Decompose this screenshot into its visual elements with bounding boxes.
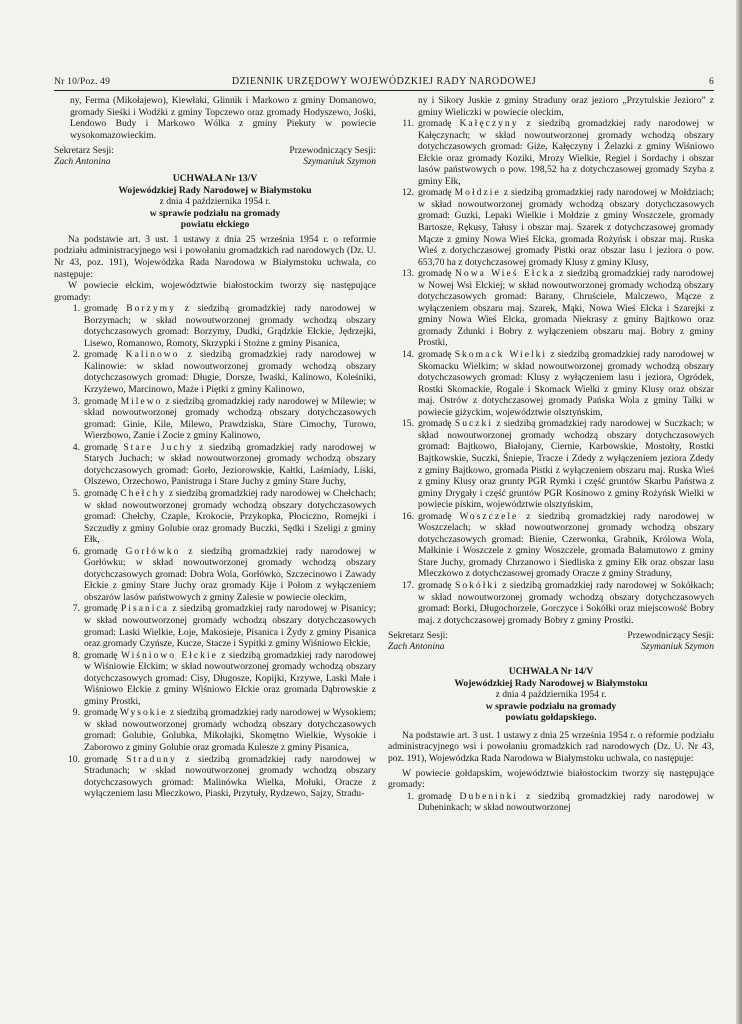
resolution-subject: w sprawie podziału na gromady (149, 207, 281, 219)
gromada-name: Kałęczyny (459, 118, 519, 130)
secretary-name: Zach Antonina (54, 156, 111, 168)
list-item (54, 754, 376, 800)
gromada-name: Wiśniowo Ełckie (120, 649, 218, 661)
gromada-name: Milewo (120, 395, 163, 407)
chairman-name: Szymaniuk Szymon (641, 641, 714, 653)
gromada-name: Stare Juchy (123, 441, 194, 453)
page-edge-shadow (736, 0, 742, 1024)
item-prefix: gromadę (84, 395, 121, 407)
list-item (54, 349, 376, 395)
gromada-name: Woszczele (459, 510, 519, 522)
item-prefix: gromadę (84, 707, 120, 719)
gromada-name: Wysokie (119, 707, 168, 719)
resolution-subject-line2: powiatu gołdapskiego. (505, 712, 597, 724)
gromada-name: Borzymy (126, 303, 176, 315)
item-text: z siedzibą gromadzkiej rady narodowej w Milewie; w skład nowoutworzonej gromady wchodzą obszary dotychczasowych gromad: Ginie, Kile, Milewo, Prawdziska, Stare Cimochy, Turowo, Wierzbowo, Zanie i Zocie z gminy Kalinowo, (84, 395, 376, 442)
item-prefix: gromadę (418, 579, 455, 591)
list-item (54, 488, 376, 546)
item-text: z siedzibą gromadzkiej rady narodowej w Chełchach; w skład nowoutworzonej gromady wchodzą obszary dotychczasowych gromad: Chełchy, Czaple, Krokocie, Przykopka, Płociczno, Romejki i Szczudły z gminy Golubie oraz gromady Buczki, Sędki i Szeligi z gminy Ełk, (84, 487, 376, 546)
item-prefix: gromadę (84, 545, 126, 557)
gromada-name: Skomack Wielki (454, 349, 548, 361)
gromada-name: Mołdzie (454, 187, 501, 199)
gromada-name: Kalinowo (125, 349, 180, 361)
item-text: z siedzibą gromadzkiej rady narodowej w Stradunach; w skład nowoutworzonej gromady wchodzą obszary dotychczasowych gromad: Malinówka Wielka, Mołuki, Oracze z wyłączeniem lasu Mleczkowo, Piaski, Przytuły, Rydzewo, Sajzy, Stradu- (84, 753, 376, 800)
item-text: z siedzibą gromadzkiej rady narodowej w Borzymach; w skład nowoutworzonej gromady wchodzą obszary dotychczasowych gromad: Borzymy, Dudki, Grądzkie Ełckie, Jędrzejki, Lisewo, Romanowo, Romoty, Skrzypki i Stożne z gminy Pisanica, (84, 303, 377, 349)
carry-over-text: ny, Ferma (Mikołajewo), Kiewłaki, Glinnik i Markowo z gminy Domanowo, gromady Sieśki i Wodźki z gminy Topczewo oraz gromady Hodyszewo, Jośki, Lendowo Budy i Markowo Wólka z gminy Piekuty w powiecie wysokomazowieckim. (70, 95, 376, 141)
item-text: z siedzibą gromadzkiej rady narodowej w Skomacku Wielkim; w skład nowoutworzonej gromady wchodzą obszary dotychczasowych gromad: Klusy z wyłączeniem lasu i jeziora, Ogródek, Rostki Skomackie, Rogale i Skomack Wielki z gminy Klusy oraz obszar maj. Ostrów z dotychczasowej gromady Pańska Wola z gminy Talki w powiecie giżyckim, województwie olsztyńskim, (418, 349, 714, 418)
item-number: 14. (402, 349, 414, 361)
resolution-number: UCHWAŁA Nr 14/V (508, 666, 594, 678)
item-prefix: gromadę (418, 790, 460, 802)
list-item (54, 303, 376, 349)
item-number: 8. (72, 649, 80, 661)
secretary-name: Zach Antonina (388, 641, 445, 653)
page-header (54, 76, 714, 90)
item-number: 13. (402, 268, 414, 280)
list-item (388, 791, 714, 814)
item-prefix: gromadę (418, 418, 455, 430)
legal-basis: Na podstawie art. 3 ust. 1 ustawy z dnia 25 września 1954 r. o reformie podziału administracyjnego wsi i powołaniu gromadzkich rad narodowych (Dz. U. Nr 43, poz. 191), Wojewódzka Rada Narodowa w Białymstoku uchwala, co następuje: (54, 233, 376, 280)
gromady-list (54, 303, 376, 800)
issue-number: Nr 10/Poz. 49 (54, 76, 111, 87)
item-text: z siedzibą gromadzkiej rady narodowej w Nowej Wsi Ełckiej; w skład nowoutworzonej gromady wchodzą obszary dotychczasowych gromad: Barany, Chruściele, Malczewo, Mącze z wyłączeniem obszaru maj. Szarek, Mąki, Nowa Wieś Ełcka i Szarejki z gminy Nowa Wieś Ełcka, gromada Niekrasy z gminy Bajtkowo oraz gromady Zdunki i Bobry z wyłączeniem obszaru maj. Bobry z gminy Prostki, (418, 268, 714, 349)
item-text: z siedzibą gromadzkiej rady narodowej w Suczkach; w skład nowoutworzonej gromady wchodzą obszary dotychczasowych gromad: Bajtkowo, Białojany, Ciernie, Karbowskie, Mostołty, Rostki Bajtkowskie, Suczki, Śniepie, Tracze i Zdedy z wyłączeniem jeziora Zdedy z gminy Bajtkowo, gromada Pistki z wyłączeniem obszaru maj. Ruska Wieś z gminy Klusy oraz grunty PGR Rymki i część gruntów Skarbu Państwa z gminy Drygały i część gruntów PGR Kosinowo z gminy Rożyńsk Wielki w powiecie piskim, województwie olsztyńskim, (418, 418, 714, 511)
item-prefix: gromadę (84, 753, 127, 765)
item-prefix: gromadę (418, 118, 460, 130)
resolution-number: UCHWAŁA Nr 13/V (172, 173, 258, 185)
gromady-list (388, 791, 714, 814)
item-number: 1. (72, 303, 80, 315)
item-prefix: gromadę (418, 349, 455, 361)
item-text: z siedzibą gromadzkiej rady narodowej w Wiśniowie Ełckim; w skład nowoutworzonej gromady wchodzą obszary dotychczasowych gromad: Cisy, Długosze, Kopijki, Krzywe, Laski Małe i Wiśniowo Ełckie z gminy Wiśniowo Ełckie oraz gromada Dąbrowskie z gminy Prostki, (84, 649, 376, 707)
list-item (388, 511, 714, 580)
resolution-date: z dnia 4 października 1954 r. (159, 196, 271, 208)
intro-paragraph: W powiecie ełckim, województwie białostockim tworzy się następujące gromady: (54, 280, 376, 303)
item-number: 9. (72, 707, 80, 719)
list-item (388, 118, 714, 187)
item-prefix: gromadę (84, 441, 124, 453)
item-number: 2. (72, 349, 80, 361)
secretary-role: Sekretarz Sesji: (388, 630, 448, 642)
list-item (388, 187, 714, 268)
item-text: z siedzibą gromadzkiej rady narodowej w Starych Juchach; w skład nowoutworzonej gromady wchodzą obszary dotychczasowych gromad: Gorło, Jeziorowskie, Kałtki, Laśmiady, Liski, Olszewo, Orzechowo, Panistruga i Stare Juchy z gminy Stare Juchy, (84, 441, 376, 488)
list-item (388, 349, 714, 418)
item-text: z siedzibą gromadzkiej rady narodowej w Woszczelach; w skład nowoutworzonej gromady wchodzą obszary dotychczasowych gromad: Bienie, Czerwonka, Grabnik, Królowa Wola, Małkinie i Woszczele z gminy Woszczele, gromada Bałamutowo z gminy Stare Juchy, gromady Chrzanowo i Siedliska z gminy Ełk oraz obszar lasu Mleczkowo z dotychczasowej gromady Oracze z gminy Straduny, (418, 510, 714, 580)
chairman-role: Przewodniczący Sesji: (627, 630, 714, 642)
intro-paragraph: W powiecie gołdapskim, województwie białostockim tworzy się następujące gromady: (388, 767, 714, 791)
list-item (388, 268, 714, 349)
gromada-name: Dubeninki (459, 790, 519, 802)
item-number: 3. (72, 395, 80, 407)
item-text: z siedzibą gromadzkiej rady narodowej w Pisanicy; w skład nowoutworzonej gromady wchodzą obszary dotychczasowych gromad: Laski Wielkie, Łoje, Makosieje, Pisanica i Żydy z gminy Pisanica oraz gromady Czyńsze, Kucze, Stacze i Sypitki z gminy Wiśniowo Ełckie, (84, 603, 376, 650)
carry-over-text: ny i Sikory Juskie z gminy Straduny oraz jezioro „Przytulskie Jezioro” z gminy Wieliczki w powiecie oleckim, (418, 95, 714, 118)
item-prefix: gromadę (84, 603, 121, 615)
resolution-subject-line2: powiatu ełckiego (180, 219, 250, 231)
signatures (54, 145, 376, 167)
list-item (54, 707, 376, 753)
item-text: z siedzibą gromadzkiej rady narodowej w Wysokiem; w skład nowoutworzonej gromady wchodzą obszary dotychczasowych gromad: Golubie, Golubka, Mikołajki, Skomętno Wielkie, Wysokie i Zaborowo z gminy Golubie oraz gromada Kulesze z gminy Pisanica, (84, 707, 376, 753)
item-number: 5. (72, 487, 80, 499)
list-item (388, 580, 714, 626)
page-number: 6 (709, 76, 714, 87)
left-column (54, 95, 376, 800)
list-item (54, 396, 376, 442)
item-number: 6. (72, 545, 80, 557)
gromada-name: Pisanica (120, 603, 169, 615)
resolution-issuer: Wojewódzkiej Rady Narodowej w Białymstoku (118, 184, 312, 196)
item-prefix: gromadę (84, 303, 127, 315)
list-item (54, 603, 376, 649)
right-column (388, 95, 714, 814)
item-number: 10. (68, 753, 80, 765)
item-prefix: gromadę (418, 268, 455, 280)
gromada-name: Suczki (454, 418, 494, 430)
item-prefix: gromadę (84, 487, 121, 499)
journal-title: DZIENNIK URZĘDOWY WOJEWÓDZKIEJ RADY NARODOWEJ (231, 76, 537, 87)
gromada-name: Gorłówko (125, 545, 181, 557)
item-number: 7. (72, 603, 80, 615)
list-item (54, 650, 376, 708)
list-item (54, 546, 376, 604)
item-text: z siedzibą gromadzkiej rady narodowej w Dubeninkach; w skład nowoutworzonej (418, 790, 715, 814)
item-text: z siedzibą gromadzkiej rady narodowej w Kalinowie: w skład nowoutworzonej gromady wchodzą obszary dotychczasowych gromad: Długie, Dorsze, Iwaśki, Kalinowo, Koleśniki, Krzyżewo, Marcinowo, Maże i Piętki z gminy Kalinowo, (84, 349, 377, 396)
resolution-date: z dnia 4 października 1954 r. (495, 689, 607, 701)
item-text: z siedzibą gromadzkiej rady narodowej w Gorłówku; w skład nowoutworzonej gromady wchodzą obszary dotychczasowych gromad: Dobra Wola, Gorłówko, Szczecinowo i Zawady Ełckie z gminy Stare Juchy oraz gromady Kije i Połom z wyłączeniem obszarów lasów państwowych z gminy Zalesie w powiecie oleckim, (84, 545, 376, 603)
item-number: 15. (402, 418, 414, 430)
resolution-issuer: Wojewódzkiej Rady Narodowej w Białymstoku (454, 677, 648, 689)
item-prefix: gromadę (84, 349, 126, 361)
item-prefix: gromadę (418, 510, 460, 522)
secretary-role: Sekretarz Sesji: (54, 145, 114, 157)
item-number: 1. (406, 790, 414, 802)
list-item (54, 442, 376, 488)
item-number: 11. (402, 118, 414, 130)
list-item (388, 418, 714, 510)
header-rule (54, 90, 714, 91)
item-prefix: gromadę (84, 649, 121, 661)
item-text: z siedzibą gromadzkiej rady narodowej w Sokółkach; w skład nowoutworzonej gromady wchodzą obszary dotychczasowych gromad: Borki, Długochorzele, Gorczyce i Sokółki oraz miejscowość Bobry maj. z dotychczasowej gromady Bobry z gminy Prostki. (418, 579, 714, 626)
item-prefix: gromadę (418, 187, 455, 199)
item-number: 17. (402, 579, 414, 591)
item-number: 4. (72, 441, 80, 453)
gromada-name: Sokółki (454, 579, 499, 591)
signatures (388, 630, 714, 652)
chairman-role: Przewodniczący Sesji: (289, 145, 376, 157)
item-text: z siedzibą gromadzkiej rady narodowej w Mołdziach; w skład nowoutworzonej gromady wchodzą obszary dotychczasowych gromad: Guzki, Lepaki Wielkie i Mołdzie z gminy Woszczele, gromady Bartosze, Rękusy, Tałusy i obszar maj. Szarek z dotychczasowej gromady Mącze z gminy Nowa Wieś Ełcka, gromada Rożyńsk i obszar maj. Ruska Wieś z dotychczasowej gromady Pistki oraz obszar lasu i jeziora o pow. 653,70 ha z dotychczasowej gromady Klusy z gminy Klusy, (418, 187, 715, 268)
gromada-name: Chełchy (120, 487, 167, 499)
item-number: 12. (402, 187, 414, 199)
item-text: z siedzibą gromadzkiej rady narodowej w Kałęczynach; w skład nowoutworzonej gromady wchodzą obszary dotychczasowych gromad: Giże, Kałęczyny i Żelazki z gminy Wiśniowo Ełckie oraz gromady Koziki, Mrozy Wielkie, Regiel i Sordachy i obszar lasów państwowych o pow. 198,52 ha z dotychczasowej gromady Szyba z gminy Ełk, (418, 118, 714, 187)
resolution-subject: w sprawie podziału na gromady (485, 700, 617, 712)
chairman-name: Szymaniuk Szymon (303, 156, 376, 168)
legal-basis: Na podstawie art. 3 ust. 1 ustawy z dnia 25 września 1954 r. o reformie podziału administracyjnego wsi i powołaniu gromadzkich rad narodowych (Dz. U. Nr 43, poz. 191), Wojewódzka Rada Narodowa w Białymstoku uchwala, co następuje: (388, 729, 714, 764)
gromady-list (388, 118, 714, 626)
item-number: 16. (402, 510, 414, 522)
gromada-name: Straduny (126, 753, 177, 765)
gromada-name: Nowa Wieś Ełcka (454, 268, 556, 280)
